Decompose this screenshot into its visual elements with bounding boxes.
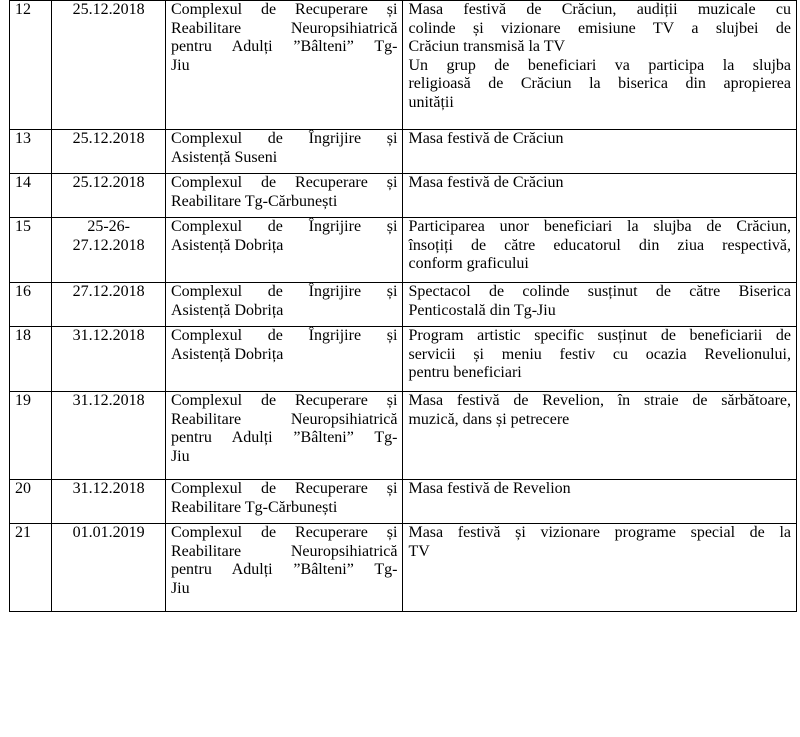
activity-cell [403, 283, 797, 327]
table-row [10, 130, 797, 174]
unit-line: Jiu [170, 56, 190, 74]
unit-line: Reabilitare Neuropsihiatrică [170, 19, 398, 37]
date-cell [52, 327, 166, 392]
table-row [10, 392, 797, 480]
row-number-cell [10, 130, 52, 174]
unit-cell [165, 283, 403, 327]
date-cell [52, 480, 166, 524]
activity-cell [403, 130, 797, 174]
unit-line: Complexul de Recuperare și [170, 392, 398, 409]
unit-cell [165, 174, 403, 218]
row-number-cell [10, 524, 52, 612]
date-text: 25.12.2018 [72, 130, 145, 147]
activity-line: Participarea unor beneficiari la slujba de Crăciun, [408, 218, 791, 235]
date-cell [52, 524, 166, 612]
unit-line: Complexul de Recuperare și [170, 174, 398, 191]
row-number-cell [10, 392, 52, 480]
table-row [10, 327, 797, 392]
date-text: 31.12.2018 [72, 480, 145, 497]
activity-line: Masa festivă de Revelion, în straie de sărbătoare, [408, 392, 791, 409]
unit-line: Asistență Suseni [170, 148, 278, 166]
activity-line: Masa festivă de Crăciun [408, 174, 564, 191]
activity-line: religioasă de Crăciun la biserica din apropierea [408, 75, 791, 92]
unit-cell [165, 524, 403, 612]
unit-line: Reabilitare Tg-Cărbunești [170, 192, 338, 210]
date-cell [52, 392, 166, 480]
unit-line: Reabilitare Neuropsihiatrică [170, 410, 398, 428]
unit-line: Jiu [170, 447, 190, 465]
unit-cell [165, 327, 403, 392]
activity-line: pentru beneficiari [408, 364, 522, 381]
unit-line: Complexul de Îngrijire și [170, 283, 398, 300]
unit-cell [165, 480, 403, 524]
unit-cell [165, 392, 403, 480]
date-text: 25-26- [87, 218, 130, 235]
activity-cell [403, 218, 797, 283]
activity-line: unității [408, 93, 454, 111]
date-text: 31.12.2018 [72, 392, 145, 409]
table-row [10, 524, 797, 612]
unit-line: Asistență Dobrița [170, 301, 284, 319]
date-text: 31.12.2018 [72, 327, 145, 344]
activity-cell [403, 1, 797, 130]
activity-cell [403, 392, 797, 480]
activity-line: Program artistic specific susținut de beneficiarii de [408, 327, 791, 344]
activity-line: muzică, dans și petrecere [408, 410, 570, 428]
activity-line: Masa festivă de Revelion [408, 480, 571, 497]
unit-cell [165, 218, 403, 283]
unit-line: Complexul de Îngrijire și [170, 218, 398, 235]
row-number: 14 [15, 174, 31, 191]
unit-line: Reabilitare Neuropsihiatrică [170, 542, 398, 560]
table-row [10, 283, 797, 327]
row-number-cell [10, 327, 52, 392]
unit-line: pentru Adulți ”Bâlteni” Tg- [170, 38, 398, 55]
unit-line: Complexul de Recuperare și [170, 524, 398, 541]
date-cell [52, 218, 166, 283]
activity-line: Masa festivă de Crăciun, audiții muzicale cu [408, 1, 791, 18]
events-table-body [10, 1, 797, 612]
activity-line: colinde și vizionare emisiune TV a slujbei de [408, 19, 791, 37]
activity-line: Masa festivă de Crăciun [408, 130, 564, 147]
unit-cell [165, 1, 403, 130]
activity-cell [403, 480, 797, 524]
unit-line: Complexul de Îngrijire și [170, 327, 398, 344]
unit-line: Complexul de Recuperare și [170, 480, 398, 497]
row-number: 18 [15, 327, 31, 344]
activity-line: Spectacol de colinde susținut de către Biserica [408, 283, 791, 300]
table-row [10, 218, 797, 283]
row-number: 12 [15, 1, 31, 18]
row-number-cell [10, 174, 52, 218]
unit-line: Complexul de Îngrijire și [170, 130, 398, 147]
activity-line: Crăciun transmisă la TV [408, 38, 566, 55]
activity-line: Un grup de beneficiari va participa la slujba [408, 56, 791, 74]
date-text: 25.12.2018 [72, 1, 145, 18]
activity-line: Masa festivă și vizionare programe special de la [408, 524, 791, 541]
date-text: 01.01.2019 [72, 524, 145, 541]
unit-line: Asistență Dobrița [170, 236, 284, 254]
unit-line: Asistență Dobrița [170, 345, 284, 363]
activity-line: Penticostală din Tg-Jiu [408, 301, 556, 319]
date-cell [52, 1, 166, 130]
activity-cell [403, 327, 797, 392]
row-number: 16 [15, 283, 31, 300]
unit-cell [165, 130, 403, 174]
row-number: 13 [15, 130, 31, 147]
table-row [10, 174, 797, 218]
row-number-cell [10, 283, 52, 327]
row-number: 21 [15, 524, 31, 541]
unit-line: Complexul de Recuperare și [170, 1, 398, 18]
row-number-cell [10, 1, 52, 130]
unit-line: Reabilitare Tg-Cărbunești [170, 498, 338, 516]
row-number-cell [10, 218, 52, 283]
row-number: 15 [15, 218, 31, 235]
unit-line: pentru Adulți ”Bâlteni” Tg- [170, 561, 398, 578]
activity-cell [403, 174, 797, 218]
events-table [9, 0, 797, 612]
unit-line: Jiu [170, 579, 190, 597]
activity-line: conform graficului [408, 255, 529, 272]
activity-line: servicii și meniu festiv cu ocazia Revelionului, [408, 345, 791, 363]
table-row [10, 480, 797, 524]
date-cell [52, 283, 166, 327]
row-number: 20 [15, 480, 31, 497]
date-cell [52, 130, 166, 174]
activity-cell [403, 524, 797, 612]
row-number-cell [10, 480, 52, 524]
date-text: 27.12.2018 [72, 236, 145, 254]
date-text: 27.12.2018 [72, 283, 145, 300]
row-number: 19 [15, 392, 31, 409]
activity-line: TV [408, 542, 430, 560]
unit-line: pentru Adulți ”Bâlteni” Tg- [170, 429, 398, 446]
table-row [10, 1, 797, 130]
date-text: 25.12.2018 [72, 174, 145, 191]
activity-line: însoțiți de către educatorul din ziua respectivă, [408, 236, 791, 254]
date-cell [52, 174, 166, 218]
